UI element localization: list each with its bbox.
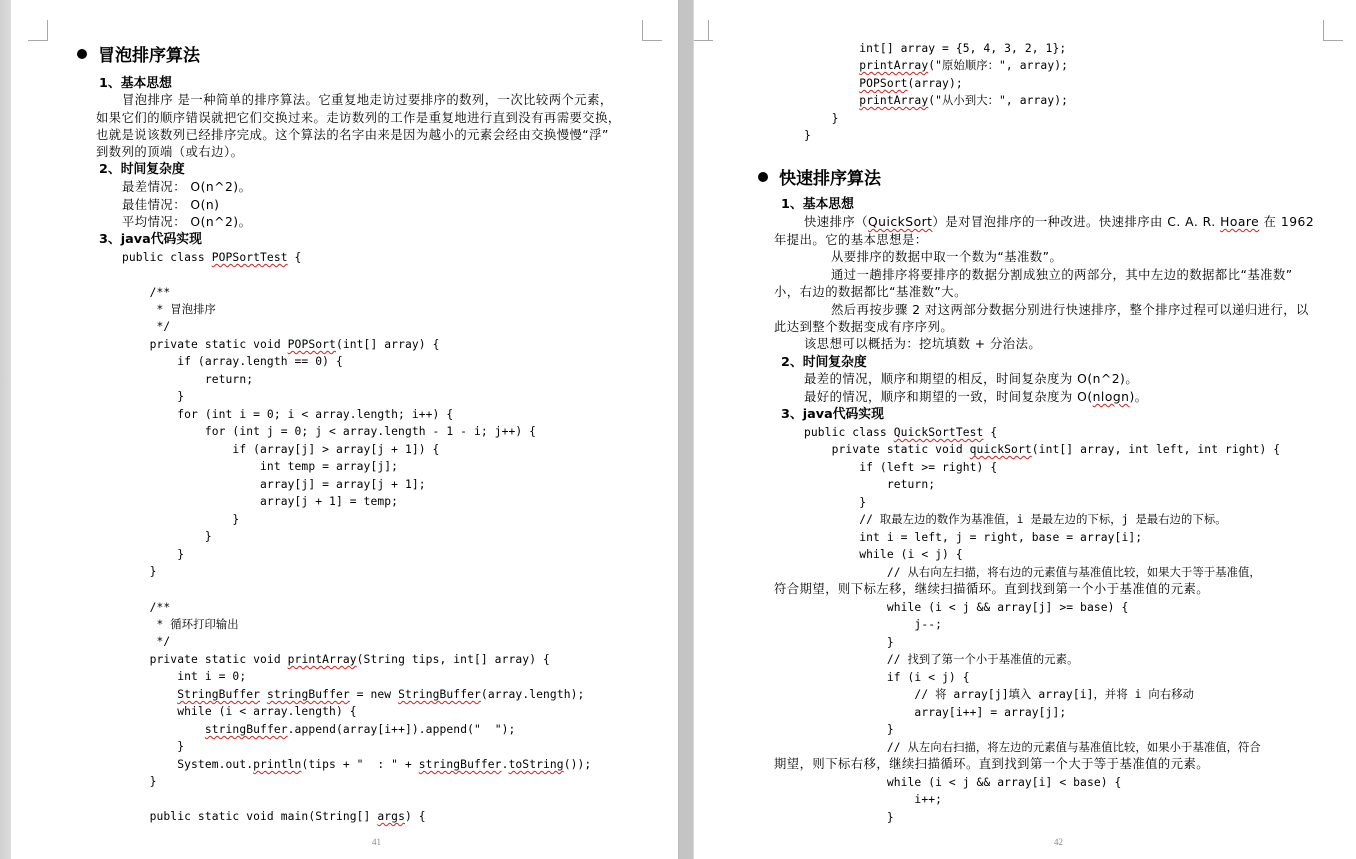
code-comment-line: // 将 array[j]填入 array[i]，并将 i 向右移动 xyxy=(804,688,1195,701)
code-comment-line: // 从左向右扫描，将左边的元素值与基准值比较，如果小于基准值，符合 xyxy=(804,741,1261,754)
code-line: } xyxy=(122,548,185,561)
spellcheck-underline: printArray xyxy=(859,94,929,107)
spellcheck-underline: printArray xyxy=(859,59,929,72)
code-line: while (i < j && array[i] < base) { xyxy=(804,776,1122,789)
complexity-line: 最佳情况： O(n) xyxy=(122,198,220,212)
code-line: private static void quickSort(int[] array, int left, int right) { xyxy=(804,443,1281,456)
code-line: private static void POPSort(int[] array) { xyxy=(122,338,440,351)
code-line: if (array[j] > array[j + 1]) { xyxy=(122,443,440,456)
margin-corner-mark xyxy=(28,20,48,41)
code-line: } xyxy=(804,129,811,142)
code-line: */ xyxy=(122,635,171,648)
page-41 xyxy=(11,0,678,859)
spellcheck-underline: toString xyxy=(508,758,564,771)
paragraph-line: 小，右边的数据都比“基准数”大。 xyxy=(774,285,967,299)
spellcheck-underline: stringBuffer xyxy=(266,688,350,701)
code-line: } xyxy=(122,740,185,753)
paragraph-line: 然后再按步骤 2 对这两部分数据分别进行快速排序，整个排序过程可以递归进行，以 xyxy=(831,303,1309,317)
spellcheck-underline: stringBuffer xyxy=(418,758,502,771)
paragraph-line: 从要排序的数据中取一个数为“基准数”。 xyxy=(831,250,1063,264)
code-line: } xyxy=(122,513,240,526)
code-line: } xyxy=(804,723,894,736)
code-line: } xyxy=(804,636,894,649)
code-comment-line: // 从右向左扫描，将右边的元素值与基准值比较，如果大于等于基准值， xyxy=(804,566,1261,579)
code-line: while (i < array.length) { xyxy=(122,705,357,718)
spellcheck-underline: QuickSort xyxy=(868,215,933,229)
spellcheck-underline: QuickSortTest xyxy=(893,426,984,439)
complexity-line: 平均情况： O(n^2)。 xyxy=(122,215,252,229)
code-line: printArray("从小到大：", array); xyxy=(859,94,1069,107)
code-line: array[i++] = array[j]; xyxy=(804,706,1067,719)
page-number: 42 xyxy=(1054,837,1063,847)
section-title: 冒泡排序算法 xyxy=(77,45,200,67)
code-line: * 循环打印输出 xyxy=(122,618,239,631)
bullet-icon xyxy=(758,172,768,182)
complexity-line: 最好的情况，顺序和期望的一致，时间复杂度为 O(nlogn)。 xyxy=(804,390,1148,404)
code-line: * 冒泡排序 xyxy=(122,303,216,316)
code-comment-line: // 取最左边的数作为基准值，i 是最左边的下标，j 是最右边的下标。 xyxy=(804,513,1227,526)
subsection-heading: 3、java代码实现 xyxy=(99,232,202,247)
page-number: 41 xyxy=(372,837,381,847)
code-line: } xyxy=(122,530,212,543)
code-comment-line: 期望，则下标右移，继续扫描循环。直到找到第一个大于等于基准值的元素。 xyxy=(774,757,1210,771)
spellcheck-underline: POPSort xyxy=(859,77,908,90)
code-line: } xyxy=(122,565,157,578)
spellcheck-underline: StringBuffer xyxy=(177,688,261,701)
subsection-heading: 2、时间复杂度 xyxy=(99,162,185,177)
code-line: } xyxy=(122,775,157,788)
code-line: int temp = array[j]; xyxy=(122,460,399,473)
margin-corner-mark xyxy=(694,20,709,41)
code-line: } xyxy=(804,811,894,824)
spellcheck-underline: quickSort xyxy=(969,443,1032,456)
code-line: System.out.println(tips + " : " + stringBuffer.toString()); xyxy=(122,758,592,771)
paragraph-line: 通过一趟排序将要排序的数据分割成独立的两部分，其中左边的数据都比“基准数” xyxy=(831,268,1293,282)
paragraph-line: 快速排序（QuickSort）是对冒泡排序的一种改进。快速排序由 C. A. R. Hoare 在 1962 xyxy=(804,215,1315,229)
code-line: public class POPSortTest { xyxy=(122,251,302,264)
spellcheck-underline: println xyxy=(253,758,302,771)
paragraph-line: 到数列的顶端（或右边）。 xyxy=(96,145,244,159)
paragraph-line: 冒泡排序 是一种简单的排序算法。它重复地走访过要排序的数列，一次比较两个元素， xyxy=(122,93,613,107)
complexity-line: 最差的情况，顺序和期望的相反，时间复杂度为 O(n^2)。 xyxy=(804,372,1139,386)
page-gutter xyxy=(678,0,694,859)
code-line: return; xyxy=(804,478,936,491)
margin-corner-mark xyxy=(642,20,662,41)
code-comment-line: // 找到了第一个小于基准值的元素。 xyxy=(804,653,1079,666)
code-line: if (i < j) { xyxy=(804,671,970,684)
code-line: int i = 0; xyxy=(122,670,247,683)
code-line: while (i < j) { xyxy=(804,548,963,561)
code-line: StringBuffer stringBuffer = new StringBuffer(array.length); xyxy=(177,688,585,701)
bullet-icon xyxy=(77,49,87,59)
code-line: POPSort(array); xyxy=(859,77,963,90)
code-line: int[] array = {5, 4, 3, 2, 1}; xyxy=(804,42,1067,55)
section-title: 快速排序算法 xyxy=(758,168,881,190)
spellcheck-underline: stringBuffer xyxy=(204,723,288,736)
code-line: j--; xyxy=(804,618,943,631)
paragraph-line: 如果它们的顺序错误就把它们交换过来。走访数列的工作是重复地进行直到没有再需要交换， xyxy=(96,111,621,125)
code-line: for (int j = 0; j < array.length - 1 - i; j++) { xyxy=(122,425,537,438)
subsection-heading: 3、java代码实现 xyxy=(781,407,884,422)
code-line: array[j] = array[j + 1]; xyxy=(122,478,426,491)
code-line: if (array.length == 0) { xyxy=(122,355,343,368)
subsection-heading: 2、时间复杂度 xyxy=(781,355,867,370)
code-line: public class QuickSortTest { xyxy=(804,426,998,439)
spellcheck-underline: Hoare xyxy=(1220,215,1260,229)
paragraph-line: 此达到整个数据变成有序序列。 xyxy=(774,320,954,334)
margin-corner-mark xyxy=(1323,20,1343,41)
code-line: if (left >= right) { xyxy=(804,461,998,474)
spellcheck-underline: StringBuffer xyxy=(398,688,481,701)
code-line: i++; xyxy=(804,793,943,806)
code-line: } xyxy=(804,112,839,125)
page-42 xyxy=(694,0,1356,859)
window-left-edge xyxy=(0,0,11,859)
code-line: private static void printArray(String tips, int[] array) { xyxy=(122,653,550,666)
code-line: stringBuffer.append(array[i++]).append(" "); xyxy=(204,723,516,736)
code-line: public static void main(String[] args) { xyxy=(122,810,426,823)
paragraph-line: 该思想可以概括为：挖坑填数 + 分治法。 xyxy=(804,337,1042,351)
code-line: for (int i = 0; i < array.length; i++) { xyxy=(122,408,454,421)
paragraph-line: 年提出。它的基本思想是： xyxy=(774,233,928,247)
complexity-line: 最差情况： O(n^2)。 xyxy=(122,180,252,194)
code-line: } xyxy=(804,496,867,509)
spellcheck-underline: POPSort xyxy=(287,338,336,351)
spellcheck-underline: args xyxy=(377,810,405,823)
spellcheck-underline: POPSortTest xyxy=(211,251,288,264)
subsection-heading: 1、基本思想 xyxy=(781,197,854,212)
code-line: printArray("原始顺序：", array); xyxy=(859,59,1069,72)
code-line: array[j + 1] = temp; xyxy=(122,495,399,508)
spellcheck-underline: printArray xyxy=(287,653,357,666)
code-line: } xyxy=(122,390,185,403)
code-line: */ xyxy=(122,320,171,333)
code-comment-line: 符合期望，则下标左移，继续扫描循环。直到找到第一个小于基准值的元素。 xyxy=(774,582,1210,596)
spellcheck-underline: nlogn xyxy=(1092,390,1130,404)
code-line: int i = left, j = right, base = array[i]; xyxy=(804,531,1143,544)
code-line: /** xyxy=(122,286,171,299)
code-line: /** xyxy=(122,601,171,614)
paragraph-line: 也就是说该数列已经排序完成。这个算法的名字由来是因为越小的元素会经由交换慢慢“浮” xyxy=(96,128,609,142)
subsection-heading: 1、基本思想 xyxy=(99,76,172,91)
code-line: while (i < j && array[j] >= base) { xyxy=(804,601,1129,614)
code-line: return; xyxy=(122,373,254,386)
margin-corner-mark xyxy=(708,20,713,41)
